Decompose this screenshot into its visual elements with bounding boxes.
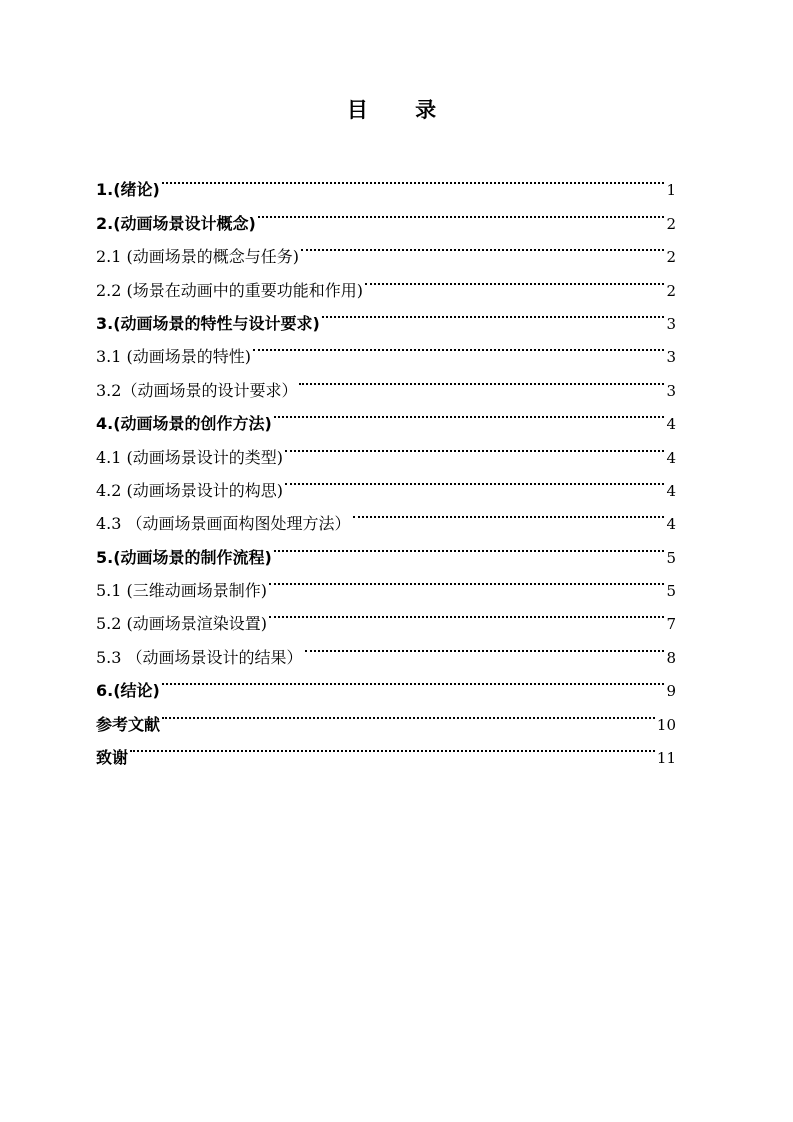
toc-page-number: 4: [666, 415, 676, 434]
toc-dot-leader: [162, 162, 664, 195]
toc-page-number: 11: [656, 749, 676, 768]
toc-page-number: 7: [666, 615, 676, 634]
toc-entry[interactable]: [96, 696, 676, 734]
toc-dot-leader: [353, 496, 664, 529]
toc-dot-leader: [299, 362, 664, 395]
toc-page-number: 5: [666, 582, 676, 601]
toc-entry-label: 2.1 (动画场景的概念与任务): [96, 247, 300, 267]
toc-dot-leader: [258, 195, 664, 228]
toc-page-number: 1: [666, 181, 676, 200]
toc-entry-label: 致谢: [96, 748, 129, 768]
toc-dot-leader: [305, 629, 664, 662]
toc-page-number: 8: [666, 648, 676, 667]
toc-page-number: 10: [656, 715, 676, 734]
toc-page-number: 2: [666, 214, 676, 233]
toc-page-number: 4: [666, 515, 676, 534]
toc-entry-label: 2.2 (场景在动画中的重要功能和作用): [96, 280, 364, 300]
toc-dot-leader: [162, 663, 664, 696]
toc-entry[interactable]: [96, 162, 676, 200]
toc-entry[interactable]: [96, 195, 676, 233]
toc-dot-leader: [365, 262, 664, 295]
table-of-contents: [96, 162, 676, 768]
toc-page-number: 9: [666, 682, 676, 701]
toc-dot-leader: [269, 563, 664, 596]
toc-entry-label: 5.3 （动画场景设计的结果）: [96, 647, 303, 667]
toc-dot-leader: [285, 463, 664, 496]
toc-dot-leader: [130, 730, 655, 763]
toc-dot-leader: [269, 596, 664, 629]
toc-entry-label: 5.2 (动画场景渲染设置): [96, 614, 268, 634]
toc-dot-leader: [274, 529, 664, 562]
toc-entry-label: 3.1 (动画场景的特性): [96, 347, 252, 367]
toc-dot-leader: [162, 696, 655, 729]
toc-entry-label: 4.3 （动画场景画面构图处理方法）: [96, 514, 351, 534]
toc-entry-label: 2.(动画场景设计概念): [96, 213, 256, 233]
toc-dot-leader: [253, 329, 664, 362]
toc-page-number: 5: [666, 548, 676, 567]
toc-entry-label: 6.(结论): [96, 681, 160, 701]
toc-dot-leader: [274, 396, 664, 429]
toc-entry[interactable]: [96, 663, 676, 701]
toc-entry-label: 1.(绪论): [96, 180, 160, 200]
toc-page-number: 2: [666, 281, 676, 300]
toc-entry-label: 5.1 (三维动画场景制作): [96, 581, 268, 601]
page-title: 目 录: [346, 98, 457, 122]
toc-entry-label: 4.1 (动画场景设计的类型): [96, 447, 284, 467]
toc-dot-leader: [322, 296, 664, 329]
toc-entry-label: 3.(动画场景的特性与设计要求): [96, 313, 320, 333]
toc-page-number: 3: [666, 314, 676, 333]
toc-page-number: 3: [666, 348, 676, 367]
toc-dot-leader: [301, 229, 664, 262]
toc-entry-label: 4.2 (动画场景设计的构思): [96, 480, 284, 500]
toc-entry-label: 参考文献: [96, 714, 161, 734]
toc-entry-label: 5.(动画场景的制作流程): [96, 547, 272, 567]
toc-entry-label: 3.2（动画场景的设计要求）: [96, 380, 298, 400]
toc-page-number: 4: [666, 481, 676, 500]
toc-page-number: 3: [666, 381, 676, 400]
toc-page-number: 2: [666, 248, 676, 267]
toc-entry-label: 4.(动画场景的创作方法): [96, 414, 272, 434]
toc-page-number: 4: [666, 448, 676, 467]
toc-dot-leader: [285, 429, 664, 462]
toc-entry[interactable]: [96, 730, 676, 768]
